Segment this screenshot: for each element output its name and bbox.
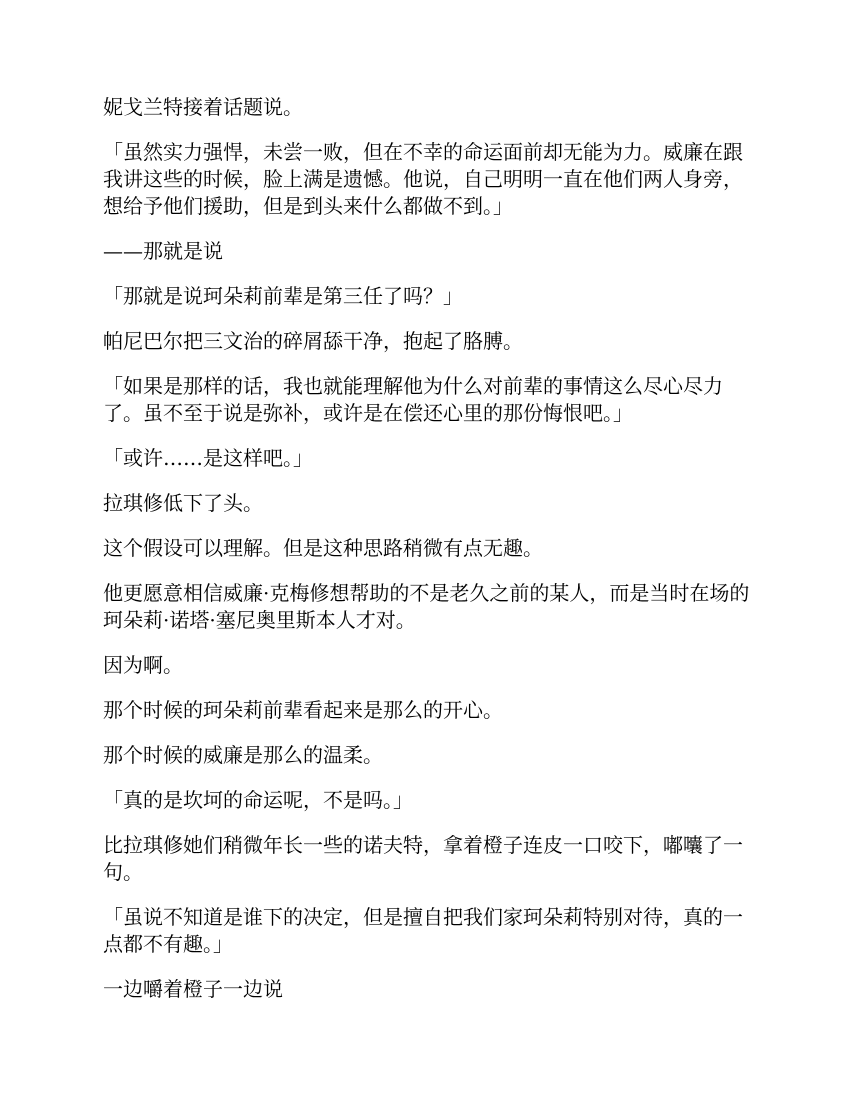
paragraph: 他更愿意相信威廉·克梅修想帮助的不是老久之前的某人，而是当时在场的珂朵莉·诺塔·塞尼奥里斯本人才对。 <box>103 581 750 632</box>
paragraph: 因为啊。 <box>103 653 183 677</box>
paragraph: 帕尼巴尔把三文治的碎屑舔干净，抱起了胳膊。 <box>103 329 523 353</box>
paragraph: 拉琪修低下了头。 <box>103 491 263 515</box>
paragraph: 一边嚼着橙子一边说 <box>103 977 283 1001</box>
paragraph: 「那就是说珂朵莉前辈是第三任了吗？」 <box>103 284 463 308</box>
paragraph: 「虽然实力强悍，未尝一败，但在不幸的命运面前却无能为力。威廉在跟我讲这些的时候，脸上满是遗憾。他说，自己明明一直在他们两人身旁，想给予他们援助，但是到头来什么都做不到。」 <box>103 140 743 218</box>
paragraph: 妮戈兰特接着话题说。 <box>103 95 303 119</box>
paragraph: 那个时候的珂朵莉前辈看起来是那么的开心。 <box>103 698 503 722</box>
paragraph: 「虽说不知道是谁下的决定，但是擅自把我们家珂朵莉特别对待，真的一点都不有趣。」 <box>103 905 743 956</box>
paragraph: 「真的是坎坷的命运呢，不是吗。」 <box>103 788 413 812</box>
paragraph: 「或许……是这样吧。」 <box>103 446 313 470</box>
paragraph: 「如果是那样的话，我也就能理解他为什么对前辈的事情这么尽心尽力了。虽不至于说是弥补，或许是在偿还心里的那份悔恨吧。」 <box>103 374 723 425</box>
paragraph: 这个假设可以理解。但是这种思路稍微有点无趣。 <box>103 536 543 560</box>
paragraph: 比拉琪修她们稍微年长一些的诺夫特，拿着橙子连皮一口咬下，嘟囔了一句。 <box>103 833 743 884</box>
paragraph: 那个时候的威廉是那么的温柔。 <box>103 743 383 767</box>
document-body <box>103 94 753 1021</box>
paragraph: ——那就是说 <box>103 239 223 263</box>
